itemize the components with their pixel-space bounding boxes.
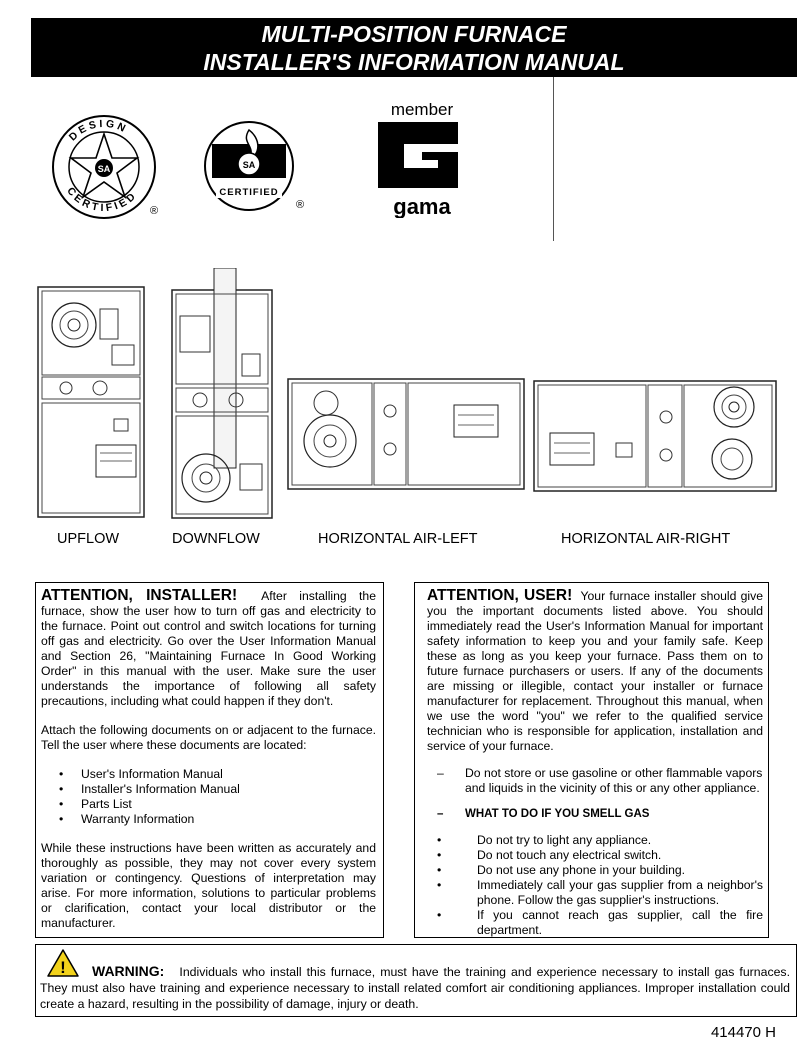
warning-box [35, 944, 797, 1017]
list-item: • Parts List [59, 797, 132, 811]
smell-gas-heading: – WHAT TO DO IF YOU SMELL GAS [437, 808, 650, 820]
svg-text:DESIGN [67, 118, 130, 144]
warning-text: Individuals who install this furnace, must have the training and experience necessary to install gas furnaces. They must also have training and experience necessary to install related comfort air conditioning appliances. Improper installation could create a hazard, resulting in the possibility of damage, injury or death. [40, 965, 790, 1011]
svg-text:!: ! [60, 958, 66, 977]
list-item: • Do not use any phone in your building. [437, 863, 686, 877]
title-banner [31, 18, 797, 77]
warning-triangle-icon [46, 948, 80, 978]
list-item: • If you cannot reach gas supplier, call the fire department. [437, 908, 763, 937]
horizontal-air-right-figure [532, 377, 782, 499]
design-certified-logo [52, 112, 164, 222]
user-attention-box [414, 582, 769, 938]
certified-arc-text: CERTIFIED [64, 185, 140, 215]
gama-logo [372, 96, 468, 218]
gas-steps-list [427, 833, 763, 938]
list-item: • User's Information Manual [59, 767, 223, 781]
installer-docs-list [41, 767, 376, 827]
svg-text:SA: SA [242, 160, 256, 170]
installer-closing-text: While these instructions have been written as accurately and thoroughly as possible, they may not cover every system variation or contingency. Questions of interpretation may arise. For more information, solutions to particular problems or clarification, contact your local distributor or the manufacturer. [41, 841, 376, 930]
label-upflow: UPFLOW [57, 531, 120, 547]
list-item: • Installer's Information Manual [59, 782, 240, 796]
document-number: 414470 H [710, 1024, 776, 1041]
title-line-2: INSTALLER'S INFORMATION MANUAL [203, 49, 625, 75]
label-downflow: DOWNFLOW [172, 531, 260, 547]
warning-label: WARNING: [92, 963, 165, 979]
installer-intro: After installing the furnace, show the user how to turn off gas and electricity to the furnace. Point out control and switch locations for turning off gas and electricity. Go over the User Information Manual and Section 26, "Maintaining Furnace In Good Working Order" in this manual with the user. Make sure the user understands the importance of following all safety precautions, including what could happen if they don't. [41, 589, 376, 708]
registered-mark-2: ® [295, 199, 305, 211]
gama-text: gama [393, 194, 451, 218]
list-item: • Warranty Information [59, 812, 195, 826]
certified-text: CERTIFIED [219, 187, 279, 198]
list-item: • Do not touch any electrical switch. [437, 848, 662, 862]
storage-warning: – Do not store or use gasoline or other flammable vapors and liquids in the vicinity of this or any other appliance. [437, 766, 763, 795]
registered-mark: ® [149, 205, 159, 217]
installer-heading: ATTENTION, INSTALLER! [41, 587, 238, 604]
upflow-figure [36, 285, 150, 525]
downflow-figure [170, 268, 282, 526]
user-intro-paragraph [427, 588, 763, 754]
title-line-1: MULTI-POSITION FURNACE [261, 21, 567, 47]
installer-attach-text: Attach the following documents on or adjacent to the furnace. Tell the user where these documents are located: [41, 723, 376, 752]
label-horizontal-air-left: HORIZONTAL AIR-LEFT [318, 531, 478, 547]
certified-flame-logo [202, 116, 310, 216]
user-heading: ATTENTION, USER! [427, 587, 573, 604]
user-intro: Your furnace installer should give you the important documents listed above. You should immediately read the User's Information Manual for important safety information to keep you and your family safe. Keep these as long as you keep your furnace. Pass them on to future furnace purchasers or users. If any of the documents are missing or illegible, contact your installer or furnace manufacturer for replacement. Throughout this manual, when we use the word "you" we refer to the qualified service technician who is responsible for application, installation and service of your furnace. [427, 589, 763, 753]
header-divider [553, 77, 554, 241]
installer-intro-paragraph [41, 588, 376, 709]
design-text: DESIGN [66, 117, 130, 144]
horizontal-air-left-figure [286, 375, 528, 497]
label-horizontal-air-right: HORIZONTAL AIR-RIGHT [561, 531, 731, 547]
list-item: • Immediately call your gas supplier from a neighbor's phone. Follow the gas supplier's instructions. [437, 878, 763, 907]
list-item: • Do not try to light any appliance. [437, 833, 652, 847]
member-text: member [390, 100, 454, 119]
svg-text:SA: SA [97, 164, 111, 174]
installer-attention-box [35, 582, 384, 938]
